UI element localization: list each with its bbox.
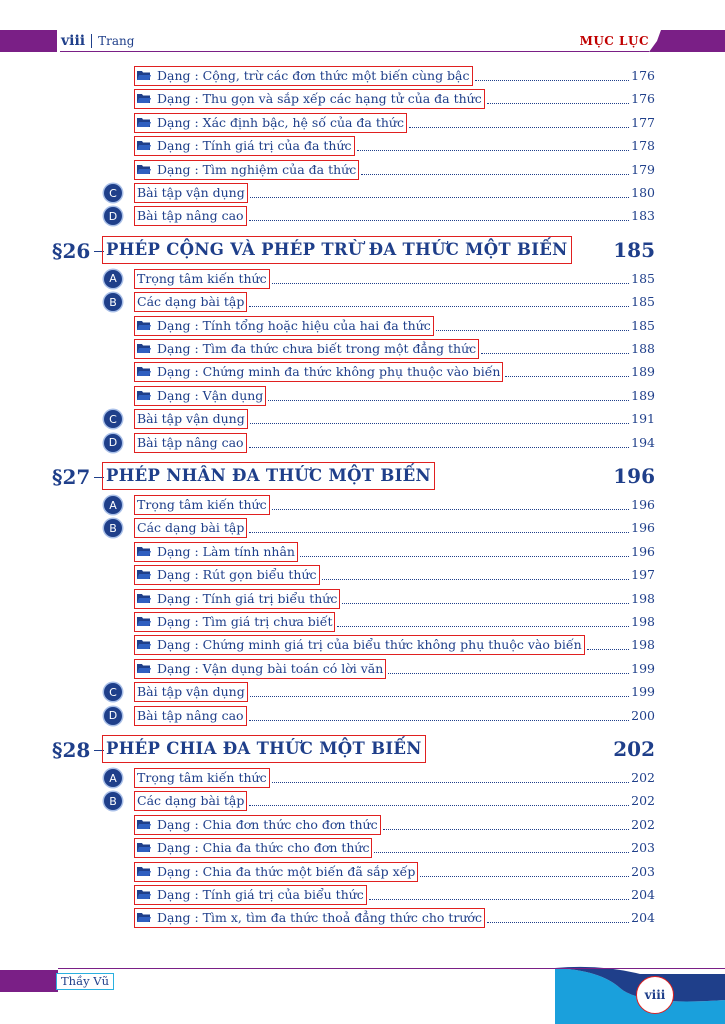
dot-leader xyxy=(505,376,629,377)
toc-page-number: 179 xyxy=(631,161,655,177)
toc-entry-label[interactable]: Bài tập vận dụng xyxy=(134,183,248,203)
toc-subentry-label-wrap xyxy=(134,862,418,882)
toc-entry-label-wrap xyxy=(134,518,247,538)
toc-page-number: 176 xyxy=(631,91,655,107)
dot-leader xyxy=(272,782,630,783)
toc-subentry-label[interactable] xyxy=(134,316,434,336)
folder-icon xyxy=(137,140,151,150)
dot-leader xyxy=(374,852,629,853)
toc-subentry-label[interactable] xyxy=(134,862,418,882)
folder-icon xyxy=(137,842,151,852)
dot-leader xyxy=(250,197,629,198)
toc-entry-label-wrap xyxy=(134,269,270,289)
folder-icon xyxy=(137,639,151,649)
dot-leader xyxy=(436,330,629,331)
folder-icon xyxy=(137,93,151,103)
folder-icon xyxy=(137,70,151,80)
toc-subentry-label-wrap xyxy=(134,885,367,905)
toc-subentry-label[interactable] xyxy=(134,659,386,679)
toc-entry[interactable] xyxy=(0,292,725,314)
toc-subentry-label-wrap xyxy=(134,635,585,655)
toc-subentry-text: Dạng : Xác định bậc, hệ số của đa thức xyxy=(157,114,404,130)
toc-page-number: 198 xyxy=(631,590,655,606)
dot-leader xyxy=(337,626,629,627)
section-page: 196 xyxy=(613,464,655,488)
toc-subentry-label[interactable] xyxy=(134,66,473,86)
footer-page-number: viii xyxy=(636,976,674,1014)
dot-leader xyxy=(249,447,630,448)
toc-page-number: 203 xyxy=(631,863,655,879)
toc-subentry-text: Dạng : Tính giá trị của biểu thức xyxy=(157,887,364,902)
toc-subentry[interactable] xyxy=(0,908,725,930)
dot-leader xyxy=(322,579,630,580)
toc-subentry[interactable] xyxy=(0,838,725,860)
toc-entry-label-wrap xyxy=(134,206,247,226)
toc-subentry[interactable] xyxy=(0,635,725,657)
toc-subentry-label-wrap xyxy=(134,589,340,609)
toc-entry[interactable] xyxy=(0,768,725,790)
dot-leader xyxy=(300,556,629,557)
toc-entry-label-wrap xyxy=(134,706,247,726)
toc-page-number: 188 xyxy=(631,341,655,356)
toc-subentry-label[interactable] xyxy=(134,113,407,133)
dot-leader xyxy=(420,876,629,877)
toc-subentry-label-wrap xyxy=(134,908,485,928)
toc-subentry-label-wrap xyxy=(134,316,434,336)
dot-leader xyxy=(475,80,630,81)
toc-subentry-label[interactable] xyxy=(134,89,485,109)
toc-subentry-text: Dạng : Chia đa thức cho đơn thức xyxy=(157,840,370,856)
toc-entry-label-wrap xyxy=(134,433,247,453)
toc-subentry[interactable] xyxy=(0,862,725,884)
header-separator xyxy=(91,34,92,48)
toc-page-number: 185 xyxy=(631,317,655,333)
toc-subentry[interactable] xyxy=(0,362,725,384)
footer-left-band xyxy=(0,970,58,992)
toc-page-number: 198 xyxy=(631,614,655,629)
toc-subentry[interactable] xyxy=(0,136,725,158)
section-number: §26 xyxy=(52,238,91,263)
toc-subentry-text: Dạng : Rút gọn biểu thức xyxy=(157,567,317,583)
dot-leader xyxy=(249,805,629,806)
folder-icon xyxy=(137,889,151,899)
dot-leader xyxy=(249,220,630,221)
toc-subentry-label-wrap xyxy=(134,838,372,858)
toc-subentry-label-wrap xyxy=(134,386,266,406)
folder-icon xyxy=(137,164,151,174)
toc-subentry-text: Dạng : Vận dụng xyxy=(157,387,264,403)
letter-badge: B xyxy=(104,792,122,810)
dot-leader xyxy=(357,150,630,151)
toc-subentry[interactable] xyxy=(0,160,725,182)
folder-icon xyxy=(137,593,151,603)
toc-entry-label-wrap xyxy=(134,183,248,203)
toc-subentry-label-wrap xyxy=(134,160,359,180)
folder-icon xyxy=(137,320,151,330)
toc-page-number: 202 xyxy=(631,770,655,785)
header-rule xyxy=(60,51,649,52)
section-page: 185 xyxy=(613,237,655,262)
toc-entry-label-wrap xyxy=(134,292,247,312)
toc-page-number: 196 xyxy=(631,497,655,512)
toc-page-number: 191 xyxy=(631,411,655,427)
toc-subentry[interactable] xyxy=(0,316,725,338)
dot-leader xyxy=(487,922,629,923)
folder-icon xyxy=(137,366,151,376)
toc-entry-label[interactable]: Các dạng bài tập xyxy=(134,292,247,312)
toc-page-number: 189 xyxy=(631,364,655,380)
toc-subentry-text: Dạng : Chứng minh đa thức không phụ thuộc vào biến xyxy=(157,364,501,380)
toc-subentry[interactable] xyxy=(0,659,725,681)
toc-page-number: 204 xyxy=(631,910,655,926)
section-title[interactable]: PHÉP CHIA ĐA THỨC MỘT BIẾN xyxy=(102,735,426,763)
toc-subentry-label-wrap xyxy=(134,659,386,679)
toc-subentry-label[interactable] xyxy=(134,589,340,609)
toc-subentry-text: Dạng : Chia đơn thức cho đơn thức xyxy=(157,816,378,832)
dot-leader xyxy=(361,174,629,175)
dot-leader xyxy=(383,829,630,830)
folder-icon xyxy=(137,819,151,829)
toc-subentry-text: Dạng : Tìm đa thức chưa biết trong một đẳng thức xyxy=(157,341,477,356)
header-left xyxy=(57,30,134,52)
folder-icon xyxy=(137,912,151,922)
toc-entry[interactable] xyxy=(0,706,725,728)
letter-badge: D xyxy=(104,207,122,225)
folder-icon xyxy=(137,569,151,579)
toc-entry[interactable] xyxy=(0,495,725,517)
toc-entry-label-wrap xyxy=(134,409,248,429)
toc-entry-label[interactable]: Các dạng bài tập xyxy=(134,791,247,811)
letter-badge: C xyxy=(104,410,122,428)
toc-subentry-label[interactable] xyxy=(134,160,359,180)
section-number: §28 xyxy=(52,738,91,762)
toc-page-number: 176 xyxy=(631,68,655,83)
header-label: Trang xyxy=(98,34,135,48)
footer-author[interactable]: Thầy Vũ xyxy=(56,973,114,990)
toc-subentry-text: Dạng : Tìm giá trị chưa biết xyxy=(157,614,333,629)
toc-subentry[interactable] xyxy=(0,113,725,135)
toc-subentry[interactable] xyxy=(0,339,725,361)
header-right xyxy=(580,30,649,52)
toc-entry-label[interactable]: Bài tập nâng cao xyxy=(134,706,247,726)
toc-subentry-label-wrap xyxy=(134,339,479,359)
letter-badge: C xyxy=(104,184,122,202)
folder-icon xyxy=(137,663,151,673)
toc-subentry-label-wrap xyxy=(134,542,298,562)
toc-entry-label[interactable]: Trọng tâm kiến thức xyxy=(134,768,270,788)
letter-badge: D xyxy=(104,434,122,452)
toc-subentry-label[interactable] xyxy=(134,838,372,858)
toc-page-number: 196 xyxy=(631,520,655,536)
toc-subentry-text: Dạng : Làm tính nhân xyxy=(157,543,295,559)
dot-leader xyxy=(409,127,629,128)
dot-leader xyxy=(249,532,629,533)
dot-leader xyxy=(250,696,629,697)
toc-page-number: 177 xyxy=(631,114,655,130)
toc-entry-label-wrap xyxy=(134,768,270,788)
toc-page-number: 198 xyxy=(631,637,655,653)
toc-entry[interactable] xyxy=(0,518,725,540)
toc-entry-label-wrap xyxy=(134,682,248,702)
toc-page-number: 178 xyxy=(631,138,655,154)
toc-subentry-text: Dạng : Tìm nghiệm của đa thức xyxy=(157,161,357,177)
toc-page-number: 185 xyxy=(631,270,655,286)
toc-entry-label[interactable]: Các dạng bài tập xyxy=(134,518,247,538)
letter-badge: B xyxy=(104,293,122,311)
toc-page-number: 199 xyxy=(631,684,655,700)
toc-page-number: 204 xyxy=(631,887,655,902)
toc-page-number: 183 xyxy=(631,208,655,224)
footer-rule xyxy=(58,968,725,969)
toc-subentry-label[interactable] xyxy=(134,908,485,928)
toc-subentry-label[interactable] xyxy=(134,386,266,406)
toc-subentry-label[interactable] xyxy=(134,635,585,655)
toc-subentry-label[interactable] xyxy=(134,612,335,632)
folder-icon xyxy=(137,616,151,626)
toc-page-number: 202 xyxy=(631,793,655,809)
header-chapter-title: MỤC LỤC xyxy=(579,34,649,48)
toc-entry[interactable] xyxy=(0,682,725,704)
toc-subentry[interactable] xyxy=(0,66,725,88)
toc-subentry-label-wrap xyxy=(134,815,381,835)
toc-page-number: 203 xyxy=(631,840,655,856)
toc-entry-label[interactable]: Bài tập vận dụng xyxy=(134,409,248,429)
toc-subentry[interactable] xyxy=(0,542,725,564)
section-page: 202 xyxy=(613,737,655,761)
folder-icon xyxy=(137,390,151,400)
toc-entry-label[interactable]: Bài tập nâng cao xyxy=(134,433,247,453)
folder-icon xyxy=(137,866,151,876)
letter-badge: C xyxy=(104,683,122,701)
toc-page-number: 197 xyxy=(631,567,655,583)
toc-entry[interactable] xyxy=(0,433,725,455)
folder-icon xyxy=(137,117,151,127)
toc-subentry-text: Dạng : Tính tổng hoặc hiệu của hai đa thức xyxy=(157,317,431,333)
header-page-number: viii xyxy=(61,33,86,49)
toc-page-number: 189 xyxy=(631,387,655,403)
toc-subentry-label[interactable] xyxy=(134,339,479,359)
dot-leader xyxy=(487,103,629,104)
dot-leader xyxy=(587,649,630,650)
toc-page-number: 185 xyxy=(631,294,655,310)
folder-icon xyxy=(137,546,151,556)
toc-subentry-label[interactable] xyxy=(134,815,381,835)
toc-subentry-text: Dạng : Thu gọn và sắp xếp các hạng tử của đa thức xyxy=(157,91,482,107)
toc-entry[interactable] xyxy=(0,269,725,291)
toc-subentry-text: Dạng : Vận dụng bài toán có lời văn xyxy=(157,660,384,676)
toc-entry-label[interactable]: Bài tập nâng cao xyxy=(134,206,247,226)
header-left-band xyxy=(0,30,60,52)
toc-page-number: 202 xyxy=(631,816,655,832)
toc-subentry-label[interactable] xyxy=(134,362,503,382)
footer-wave xyxy=(0,960,725,1024)
dot-leader xyxy=(369,899,629,900)
toc-subentry-label-wrap xyxy=(134,89,485,109)
toc-subentry-label[interactable] xyxy=(134,542,298,562)
dot-leader xyxy=(272,509,630,510)
toc-subentry[interactable] xyxy=(0,815,725,837)
toc-entry[interactable] xyxy=(0,206,725,228)
toc-entry[interactable] xyxy=(0,409,725,431)
letter-badge: D xyxy=(104,707,122,725)
letter-badge: B xyxy=(104,519,122,537)
section-heading[interactable] xyxy=(0,735,725,765)
folder-icon xyxy=(137,343,151,353)
toc-subentry-label-wrap xyxy=(134,113,407,133)
toc-entry-label-wrap xyxy=(134,791,247,811)
toc-subentry[interactable] xyxy=(0,89,725,111)
toc-subentry-label[interactable] xyxy=(134,885,367,905)
toc-entry-label[interactable]: Trọng tâm kiến thức xyxy=(134,269,270,289)
toc-subentry-label-wrap xyxy=(134,565,320,585)
toc-subentry-text: Dạng : Tìm x, tìm đa thức thoả đẳng thức cho trước xyxy=(157,910,482,926)
dot-leader xyxy=(268,400,629,401)
toc-entry-label[interactable]: Trọng tâm kiến thức xyxy=(134,495,270,515)
section-number: §27 xyxy=(52,465,91,489)
toc-entry[interactable] xyxy=(0,791,725,813)
dot-leader xyxy=(388,673,629,674)
toc-subentry-label[interactable] xyxy=(134,136,355,156)
toc-subentry-label[interactable] xyxy=(134,565,320,585)
toc-subentry[interactable] xyxy=(0,386,725,408)
toc-page-number: 194 xyxy=(631,434,655,450)
toc-subentry-label-wrap xyxy=(134,362,503,382)
section-title[interactable]: PHÉP NHÂN ĐA THỨC MỘT BIẾN xyxy=(102,462,435,490)
toc-page-number: 196 xyxy=(631,543,655,559)
toc-subentry-text: Dạng : Tính giá trị biểu thức xyxy=(157,590,338,606)
toc-entry-label-wrap xyxy=(134,495,270,515)
header-right-band xyxy=(649,30,725,52)
toc-subentry[interactable] xyxy=(0,565,725,587)
toc-entry-label[interactable]: Bài tập vận dụng xyxy=(134,682,248,702)
dot-leader xyxy=(250,423,629,424)
dot-leader xyxy=(272,283,630,284)
toc-subentry-text: Dạng : Chứng minh giá trị của biểu thức không phụ thuộc vào biến xyxy=(157,637,582,653)
letter-badge: A xyxy=(104,270,122,288)
section-heading[interactable] xyxy=(0,236,725,266)
section-title[interactable]: PHÉP CỘNG VÀ PHÉP TRỪ ĐA THỨC MỘT BIẾN xyxy=(102,236,572,264)
toc-subentry[interactable] xyxy=(0,589,725,611)
dot-leader xyxy=(249,720,630,721)
dot-leader xyxy=(342,603,629,604)
toc-subentry-text: Dạng : Chia đa thức một biến đã sắp xếp xyxy=(157,863,416,879)
section-heading[interactable] xyxy=(0,462,725,492)
toc-subentry-label-wrap xyxy=(134,66,473,86)
dot-leader xyxy=(249,306,629,307)
toc-entry[interactable] xyxy=(0,183,725,205)
dot-leader xyxy=(481,353,629,354)
toc-page-number: 180 xyxy=(631,185,655,200)
toc-subentry[interactable] xyxy=(0,612,725,634)
toc-page-number: 200 xyxy=(631,707,655,723)
toc-subentry-label-wrap xyxy=(134,136,355,156)
toc-subentry-label-wrap xyxy=(134,612,335,632)
toc-page-number: 199 xyxy=(631,660,655,676)
letter-badge: A xyxy=(104,769,122,787)
toc-subentry-text: Dạng : Tính giá trị của đa thức xyxy=(157,138,352,154)
toc-subentry[interactable] xyxy=(0,885,725,907)
toc-subentry-text: Dạng : Cộng, trừ các đơn thức một biến cùng bậc xyxy=(157,68,470,83)
letter-badge: A xyxy=(104,496,122,514)
